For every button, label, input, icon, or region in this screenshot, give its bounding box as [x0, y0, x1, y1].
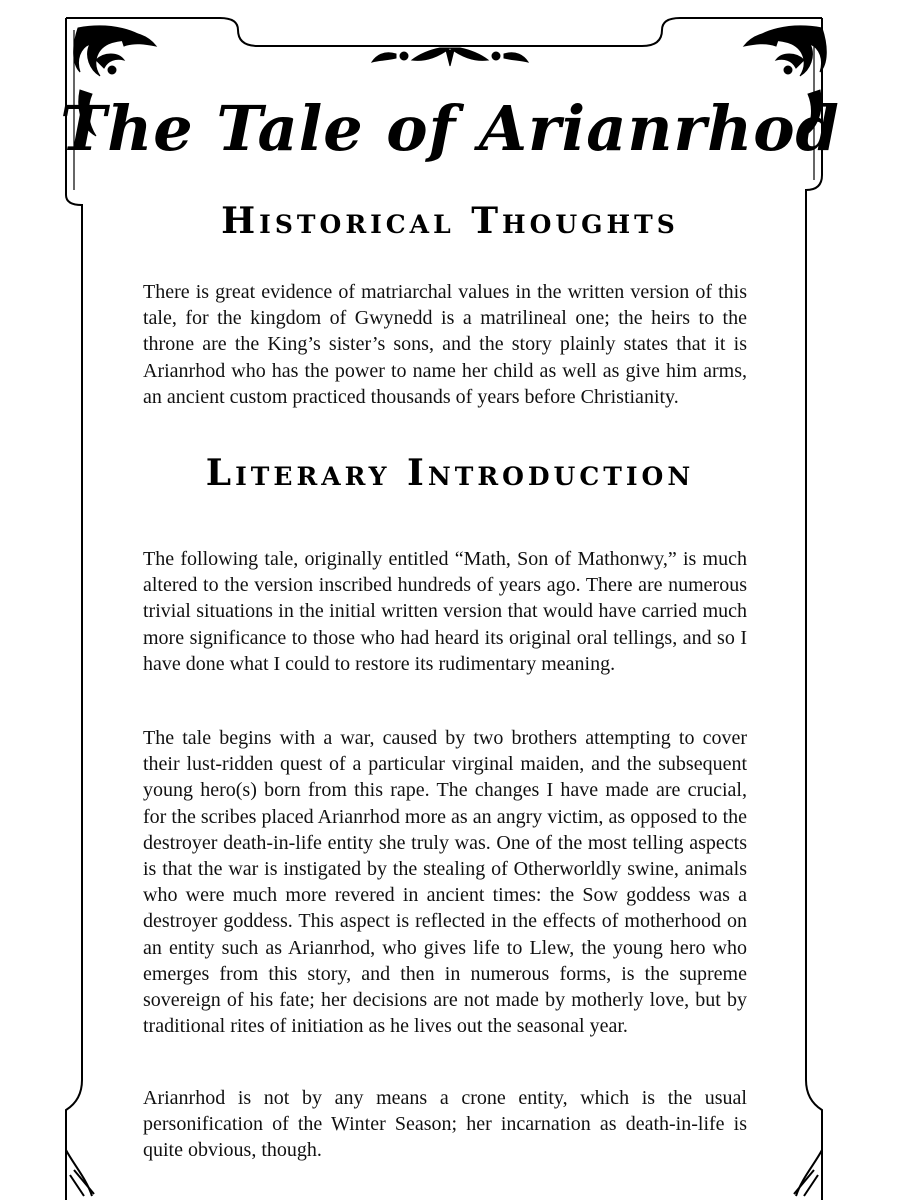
section-heading-literary: Literary Introduction [205, 452, 695, 494]
page-title: The Tale of Arianrhod [60, 92, 840, 165]
historical-paragraph: There is great evidence of matriarchal values in the written version of this tale, for the kingdom of Gwynedd is a matrilineal one; the heirs to the throne are the King’s sister’s sons, and the story plainly states that it is Arianrhod who has the power to name her child as well as give him arms, an ancient custom practiced thousands of years before Christianity. [143, 281, 747, 408]
top-center-ornament-icon [372, 48, 528, 66]
literary-paragraph-1: The following tale, originally entitled “Math, Son of Mathonwy,” is much altered to the version inscribed hundreds of years ago. There are numerous trivial situations in the initial written version that would have carried much more significance to those who had heard its original oral tellings, and so I have done what I could to restore its rudimentary meaning. [143, 548, 747, 675]
literary-paragraph-2: The tale begins with a war, caused by two brothers attempting to cover their lust-ridden quest of a particular virginal maiden, and the subsequent young hero(s) born from this rape. The changes I have made are crucial, for the scribes placed Arianrhod more as an angry victim, as opposed to the destroyer death-in-life entity she truly was. One of the most telling aspects is that the war is instigated by the stealing of Otherworldly swine, animals who were much more revered in ancient times: the Sow goddess was a destroyer goddess. This aspect is reflected in the effects of motherhood on an entity such as Arianrhod, who gives life to Llew, the young hero who emerges from this story, and then in numerous forms, is the supreme sovereign of his fate; her decisions are not made by motherly love, but by traditional rites of initiation as he lives out the seasonal year. [143, 727, 747, 1038]
section-heading-historical: Historical Thoughts [221, 200, 679, 242]
literary-paragraph-3: Arianrhod is not by any means a crone entity, which is the usual personification of the Winter Season; her incarnation as death-in-life is quite obvious, though. [143, 1087, 747, 1162]
